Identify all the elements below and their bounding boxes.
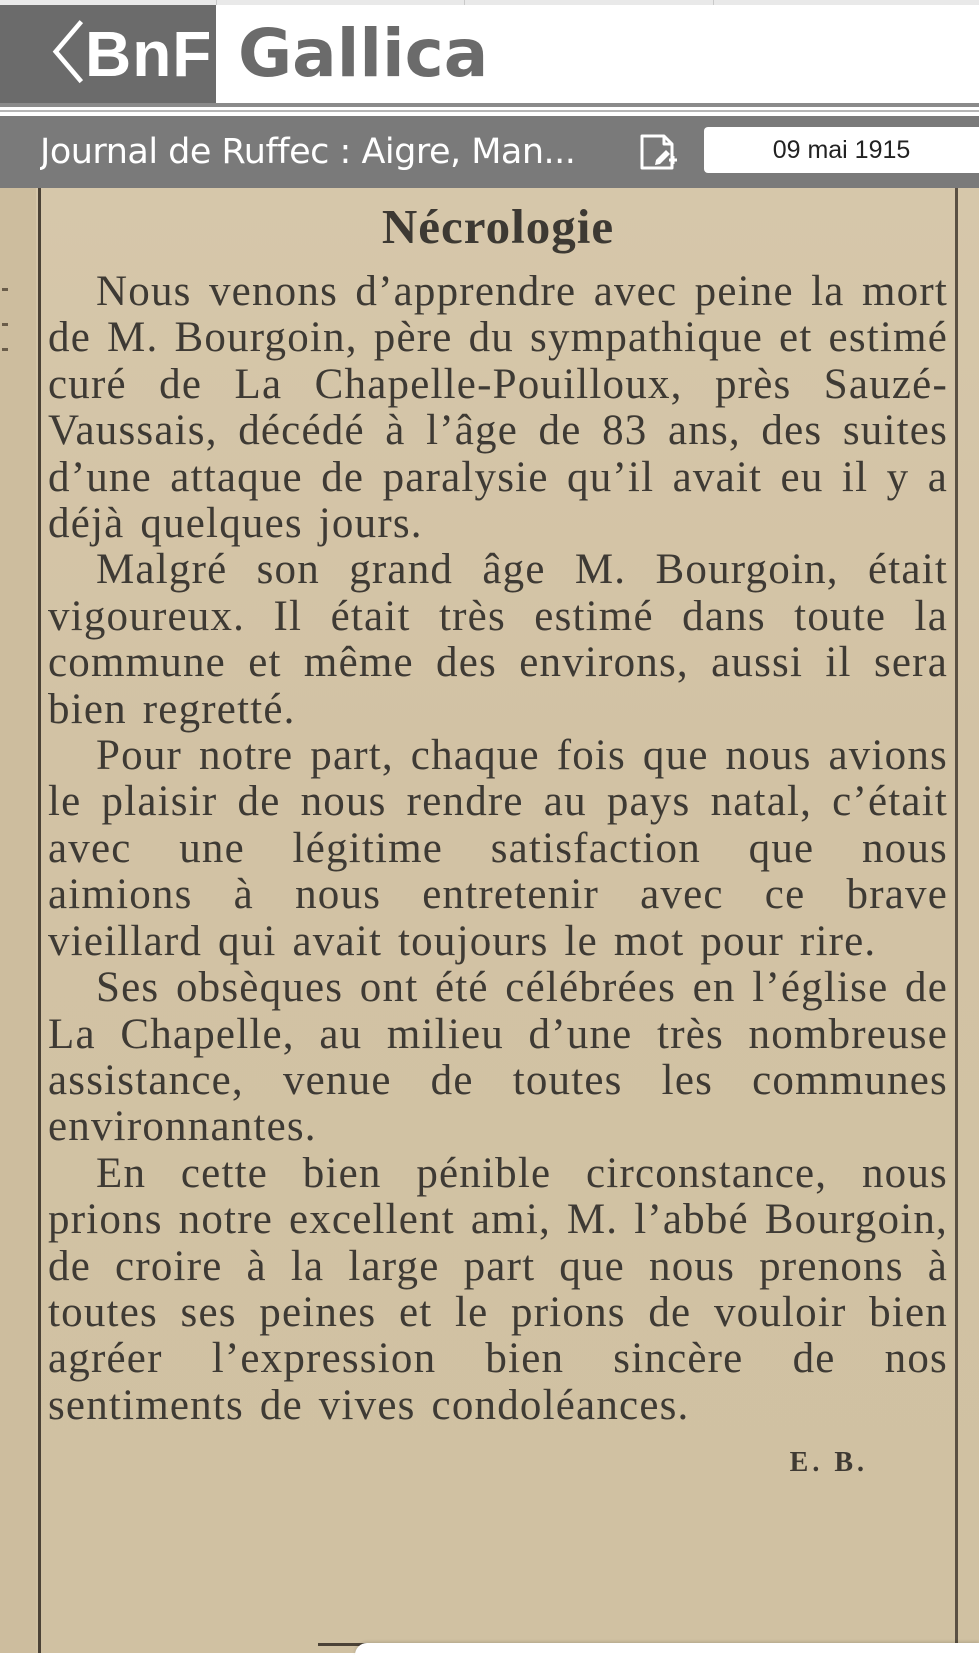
- document-title[interactable]: Journal de Ruffec : Aigre, Man...: [40, 132, 576, 172]
- article-paragraph: En cette bien pénible circonstance, nous prions notre excellent ami, M. l’abbé Bourgoin, de croire à la large part que nous prenons à toutes ses peines et le prions de vouloir bien agréer l’expression bien sincère de nos sentiments de vives condoléances.: [48, 1149, 949, 1429]
- article-signature: E. B.: [789, 1447, 868, 1479]
- document-toolbar: [0, 116, 979, 188]
- site-name[interactable]: Gallica: [238, 15, 489, 92]
- adjacent-column-edge: [0, 188, 36, 1653]
- obituary-article: [48, 198, 948, 1479]
- article-heading: Nécrologie: [381, 199, 615, 254]
- article-paragraph: Pour notre part, chaque fois que nous avions le plaisir de nous rendre au pays natal, c’était avec une légitime satisfaction que nous aimions à nous entretenir avec ce brave vieillard qui avait toujours le mot pour rire.: [48, 732, 948, 965]
- article-paragraph: Malgré son grand âge M. Bourgoin, était vigoureux. Il était très estimé dans toute la commune et même des environs, aussi il sera bien regretté.: [48, 546, 948, 733]
- edit-document-icon[interactable]: [636, 130, 680, 174]
- bottom-sheet-handle[interactable]: [355, 1643, 979, 1655]
- column-rule-right: [955, 188, 958, 1653]
- header-divider-thin: [0, 110, 979, 112]
- site-header: [0, 5, 979, 103]
- article-paragraph: Ses obsèques ont été célébrées en l’église de La Chapelle, au milieu d’une très nombreuse assistance, venue de toutes les communes environnantes.: [48, 964, 948, 1151]
- column-rule-left: [38, 188, 41, 1653]
- article-paragraph: Nous venons d’apprendre avec peine la mort de M. Bourgoin, père du sympathique et estimé curé de La Chapelle-Pouilloux, près Sauzé-Vaussais, décédé à l’âge de 83 ans, des suites d’une attaque de paralysie qu’il avait eu il y a déjà quelques jours.: [48, 268, 948, 548]
- date-selector[interactable]: 09 mai 1915: [704, 127, 979, 173]
- bnf-logo[interactable]: 〈BnF: [0, 5, 216, 103]
- scanned-page[interactable]: [0, 188, 979, 1653]
- header-divider: [0, 103, 979, 107]
